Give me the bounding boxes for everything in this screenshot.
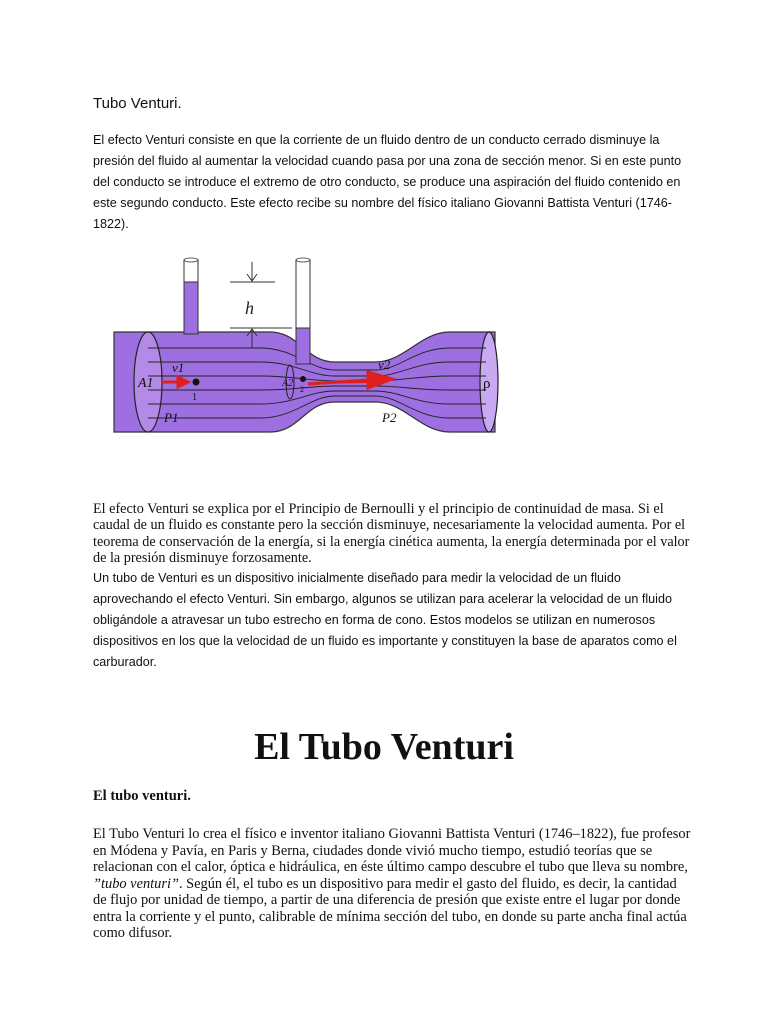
history-paragraph [93,826,693,942]
section-subheading: El tubo venturi. [93,788,191,804]
history-text-part1: El Tubo Venturi lo crea el físico e inventor italiano Giovanni Battista Venturi (1746–1822), fue profesor en Módena y Pavía, en Paris y Berna, ciudades donde vivió mucho tiempo, estudió teorías que se relacionan con el calor, óptica e hidráulica, en éste último campo descubre el tubo que lleva su nombre, [93,826,691,875]
label-point-2: 2 [300,385,304,394]
intro-paragraph: El efecto Venturi consiste en que la corriente de un fluido dentro de un conducto cerrado disminuye la presión del fluido al aumentar la velocidad cuando pasa por una zona de sección menor. Si en este punto del conducto se introduce el extremo de otro conducto, se produce una aspiración del fluido contenido en este segundo conducto. Este efecto recibe su nombre del físico italiano Giovanni Battista Venturi (1746-1822). [93,133,682,231]
label-a2: A2 [282,378,294,389]
history-text-italic: ”tubo venturi” [93,875,179,892]
label-point-1: 1 [192,392,197,403]
point-2 [300,376,306,382]
point-1 [193,379,200,386]
device-paragraph: Un tubo de Venturi es un dispositivo inicialmente diseñado para medir la velocidad de un fluido aprovechando el efecto Venturi. Sin embargo, algunos se utilizan para acelerar la velocidad de un fluido obligándole a atravesar un tubo estrecho en forma de cono. Estos modelos se utilizan en numerosos dispositivos en los que la velocidad de un fluido es importante y constituyen la base de aparatos como el carburador. [93,571,677,669]
document-title: Tubo Venturi. [93,95,182,112]
bernoulli-paragraph: El efecto Venturi se explica por el Principio de Bernoulli y el principio de continuidad de masa. Si el caudal de un fluido es constante pero la sección disminuye, necesariamente la velocidad aumenta. Por el teorema de conservación de la energía, si la energía cinética aumenta, la energía determinada por el valor de la presión disminuye forzosamente. [93,501,690,567]
venturi-tube-diagram [100,252,510,452]
label-a1: A1 [138,376,154,391]
label-p2: P2 [382,410,397,425]
label-p1: P1 [164,410,179,425]
label-v1: v1 [172,360,185,375]
label-v2: v2 [378,357,391,372]
label-rho: ρ [483,376,491,392]
history-text-part2: . Según él, el tubo es un dispositivo para medir el gasto del fluido, es decir, la cantidad de flujo por unidad de tiempo, a partir de una diferencia de presión que existe entre el lugar por donde entra la corriente y el punto, calibrable de mínima sección del tubo, en donde su parte ancha final actúa como difusor. [93,875,687,941]
label-h: h [245,298,254,318]
main-heading: El Tubo Venturi [254,726,514,768]
